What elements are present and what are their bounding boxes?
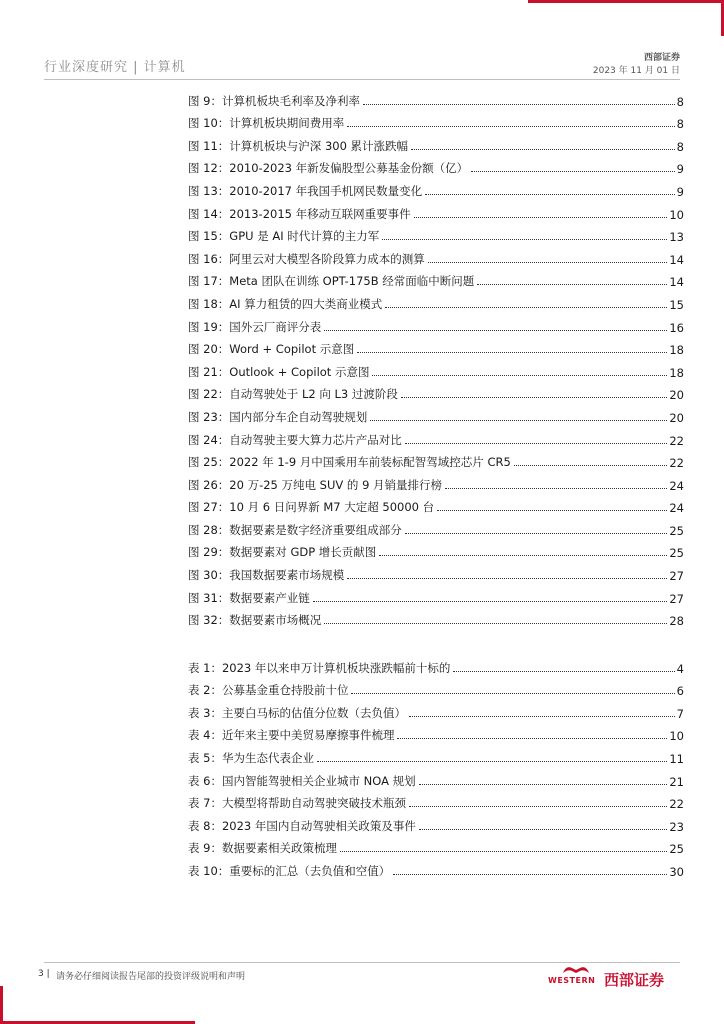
dot-leader <box>411 149 675 150</box>
table-entry[interactable] <box>188 743 684 766</box>
table-entry[interactable] <box>188 721 684 744</box>
footer-page-number: 3 | <box>38 969 50 979</box>
figure-entry-label: 图 23：国内部分车企自动驾驶规划 <box>188 409 368 424</box>
bull-horn-icon <box>562 964 590 974</box>
figure-entry[interactable] <box>188 86 684 109</box>
figure-entry-label: 图 29：数据要素对 GDP 增长贡献图 <box>188 545 377 560</box>
dot-leader <box>324 330 667 331</box>
dot-leader <box>351 693 674 694</box>
figure-entry-label: 图 13：2010-2017 年我国手机网民数量变化 <box>188 183 423 198</box>
dot-leader <box>409 806 667 807</box>
dot-leader <box>453 671 674 672</box>
dot-leader <box>340 851 667 852</box>
figure-entry[interactable] <box>188 244 684 267</box>
figure-entry-page: 27 <box>669 591 684 606</box>
dot-leader <box>401 397 668 398</box>
table-entry-label: 表 7：大模型将帮助自动驾驶突破技术瓶颈 <box>188 796 406 811</box>
table-entry[interactable] <box>188 698 684 721</box>
corner-accent-left <box>0 986 3 1024</box>
figure-entry-label: 图 24：自动驾驶主要大算力芯片产品对比 <box>188 432 402 447</box>
figure-entry-page: 14 <box>669 252 684 267</box>
figure-entry-label: 图 22：自动驾驶处于 L2 向 L3 过渡阶段 <box>188 387 398 402</box>
figure-entry-page: 20 <box>669 388 684 403</box>
figure-entry-page: 18 <box>669 343 684 358</box>
figure-entry[interactable] <box>188 222 684 245</box>
table-entry-label: 表 3：主要白马标的估值分位数（去负值） <box>188 705 406 720</box>
table-entry-label: 表 4：近年来主要中美贸易摩擦事件梳理 <box>188 728 395 743</box>
figure-entry-page: 15 <box>669 297 684 312</box>
figure-entry-label: 图 26：20 万-25 万纯电 SUV 的 9 月销量排行榜 <box>188 477 443 492</box>
dot-leader <box>428 262 668 263</box>
figure-entry[interactable] <box>188 538 684 561</box>
figure-entry[interactable] <box>188 312 684 335</box>
figure-entry-page: 18 <box>669 365 684 380</box>
figure-entry-label: 图 28：数据要素是数字经济重要组成部分 <box>188 522 402 537</box>
figure-entry-label: 图 30：我国数据要素市场规模 <box>188 568 345 583</box>
table-entry-label: 表 10：重要标的汇总（去负值和空值） <box>188 863 391 878</box>
dot-leader <box>419 829 667 830</box>
company-logo <box>548 964 686 994</box>
table-entry-label: 表 2：公募基金重仓持股前十位 <box>188 683 349 698</box>
dot-leader <box>382 239 667 240</box>
figure-entry-label: 图 25：2022 年 1-9 月中国乘用车前装标配智驾域控芯片 CR5 <box>188 455 511 470</box>
table-entry-label: 表 5：华为生态代表企业 <box>188 750 314 765</box>
table-entry-page: 23 <box>669 819 684 834</box>
figure-entry-label: 图 20：Word + Copilot 示意图 <box>188 342 355 357</box>
figure-entry-page: 22 <box>669 456 684 471</box>
figure-entry[interactable] <box>188 448 684 471</box>
footer-notice: 请务必仔细阅读报告尾部的投资评级说明和声明 <box>56 972 246 982</box>
dot-leader <box>471 171 675 172</box>
figure-entry-label: 图 12：2010-2023 年新发偏股型公募基金份额（亿） <box>188 161 469 176</box>
table-entry[interactable] <box>188 676 684 699</box>
dot-leader <box>477 284 667 285</box>
dot-leader <box>397 738 667 739</box>
figure-entry-page: 8 <box>676 94 684 109</box>
figure-entry-page: 9 <box>676 184 684 199</box>
figure-entry-label: 图 11：计算机板块与沪深 300 累计涨跌幅 <box>188 138 409 153</box>
table-entry-page: 10 <box>669 729 684 744</box>
figure-entry-label: 图 31：数据要素产业链 <box>188 590 310 605</box>
figure-list <box>188 86 684 628</box>
table-entry[interactable] <box>188 653 684 676</box>
dot-leader <box>347 578 667 579</box>
dot-leader <box>445 488 667 489</box>
dot-leader <box>425 194 675 195</box>
dot-leader <box>419 784 668 785</box>
figure-entry[interactable] <box>188 176 684 199</box>
figure-entry[interactable] <box>188 380 684 403</box>
figure-entry-label: 图 14：2013-2015 年移动互联网重要事件 <box>188 206 411 221</box>
table-list <box>188 653 684 879</box>
table-entry[interactable] <box>188 766 684 789</box>
figure-entry-page: 28 <box>669 614 684 629</box>
figure-entry[interactable] <box>188 335 684 358</box>
table-entry[interactable] <box>188 789 684 812</box>
figure-entry-label: 图 17：Meta 团队在训练 OPT-175B 经常面临中断问题 <box>188 274 475 289</box>
figure-entry[interactable] <box>188 470 684 493</box>
table-entry-page: 7 <box>676 706 684 721</box>
dot-leader <box>405 533 668 534</box>
dot-leader <box>357 352 667 353</box>
figure-entry-page: 13 <box>669 230 684 245</box>
footer-divider <box>44 962 680 963</box>
figure-entry[interactable] <box>188 109 684 132</box>
header-divider <box>44 79 680 80</box>
figure-entry-label: 图 16：阿里云对大模型各阶段算力成本的测算 <box>188 251 425 266</box>
figure-entry[interactable] <box>188 493 684 516</box>
logo-text-en: WESTERN <box>548 976 596 985</box>
figure-entry[interactable] <box>188 154 684 177</box>
figure-entry-label: 图 10：计算机板块期间费用率 <box>188 116 345 131</box>
figure-entry-page: 24 <box>669 501 684 516</box>
dot-leader <box>363 104 675 105</box>
dot-leader <box>379 555 667 556</box>
dot-leader <box>372 375 667 376</box>
figure-entry-page: 22 <box>669 433 684 448</box>
table-entry-label: 表 8：2023 年国内自动驾驶相关政策及事件 <box>188 818 416 833</box>
header-section: 行业深度研究 | 计算机 <box>44 60 186 75</box>
figure-entry-page: 10 <box>669 207 684 222</box>
table-entry-label: 表 6：国内智能驾驶相关企业城市 NOA 规划 <box>188 773 416 788</box>
dot-leader <box>409 716 675 717</box>
dot-leader <box>405 443 668 444</box>
figure-entry[interactable] <box>188 357 684 380</box>
figure-entry-page: 20 <box>669 410 684 425</box>
figure-entry[interactable] <box>188 606 684 629</box>
figure-entry-label: 图 15：GPU 是 AI 时代计算的主力军 <box>188 229 380 244</box>
figure-entry-label: 图 18：AI 算力租赁的四大类商业模式 <box>188 296 383 311</box>
figure-entry-label: 图 27：10 月 6 日问界新 M7 大定超 50000 台 <box>188 500 435 515</box>
figure-entry[interactable] <box>188 425 684 448</box>
dot-leader <box>317 761 667 762</box>
figure-entry-page: 14 <box>669 275 684 290</box>
table-entry-page: 30 <box>669 864 684 879</box>
figure-entry-page: 9 <box>676 162 684 177</box>
table-entry-page: 21 <box>669 774 684 789</box>
header-brand: 西部证券 <box>643 53 680 63</box>
table-entry-page: 22 <box>669 797 684 812</box>
header-date: 2023 年 11 月 01 日 <box>592 66 680 76</box>
figure-entry[interactable] <box>188 560 684 583</box>
table-entry-label: 表 9：数据要素相关政策梳理 <box>188 841 337 856</box>
figure-entry-page: 16 <box>669 320 684 335</box>
figure-entry-page: 8 <box>676 139 684 154</box>
table-entry[interactable] <box>188 811 684 834</box>
figure-entry-page: 25 <box>669 546 684 561</box>
figure-entry[interactable] <box>188 583 684 606</box>
table-entry-page: 25 <box>669 842 684 857</box>
figure-entry-page: 25 <box>669 523 684 538</box>
figure-entry-page: 24 <box>669 478 684 493</box>
figure-entry[interactable] <box>188 131 684 154</box>
dot-leader <box>437 510 667 511</box>
logo-text-cn: 西部证券 <box>604 971 665 989</box>
corner-accent-top <box>528 0 724 3</box>
figure-entry[interactable] <box>188 199 684 222</box>
dot-leader <box>514 465 668 466</box>
table-entry[interactable] <box>188 834 684 857</box>
dot-leader <box>347 126 674 127</box>
figure-entry-label: 图 32：数据要素市场概况 <box>188 613 322 628</box>
figure-entry[interactable] <box>188 515 684 538</box>
figure-entry[interactable] <box>188 402 684 425</box>
dot-leader <box>414 217 668 218</box>
figure-entry[interactable] <box>188 289 684 312</box>
figure-entry[interactable] <box>188 267 684 290</box>
table-entry-page: 4 <box>676 661 684 676</box>
table-entry[interactable] <box>188 856 684 879</box>
table-entry-page: 11 <box>669 751 684 766</box>
dot-leader <box>324 623 667 624</box>
figure-entry-label: 图 19：国外云厂商评分表 <box>188 319 322 334</box>
figure-entry-page: 27 <box>669 569 684 584</box>
figure-entry-label: 图 9：计算机板块毛利率及净利率 <box>188 93 360 108</box>
dot-leader <box>313 601 668 602</box>
dot-leader <box>385 307 667 308</box>
figure-entry-page: 8 <box>676 117 684 132</box>
table-entry-label: 表 1：2023 年以来申万计算机板块涨跌幅前十标的 <box>188 660 451 675</box>
dot-leader <box>393 874 667 875</box>
table-entry-page: 6 <box>676 684 684 699</box>
figure-entry-label: 图 21：Outlook + Copilot 示意图 <box>188 364 370 379</box>
dot-leader <box>370 420 667 421</box>
